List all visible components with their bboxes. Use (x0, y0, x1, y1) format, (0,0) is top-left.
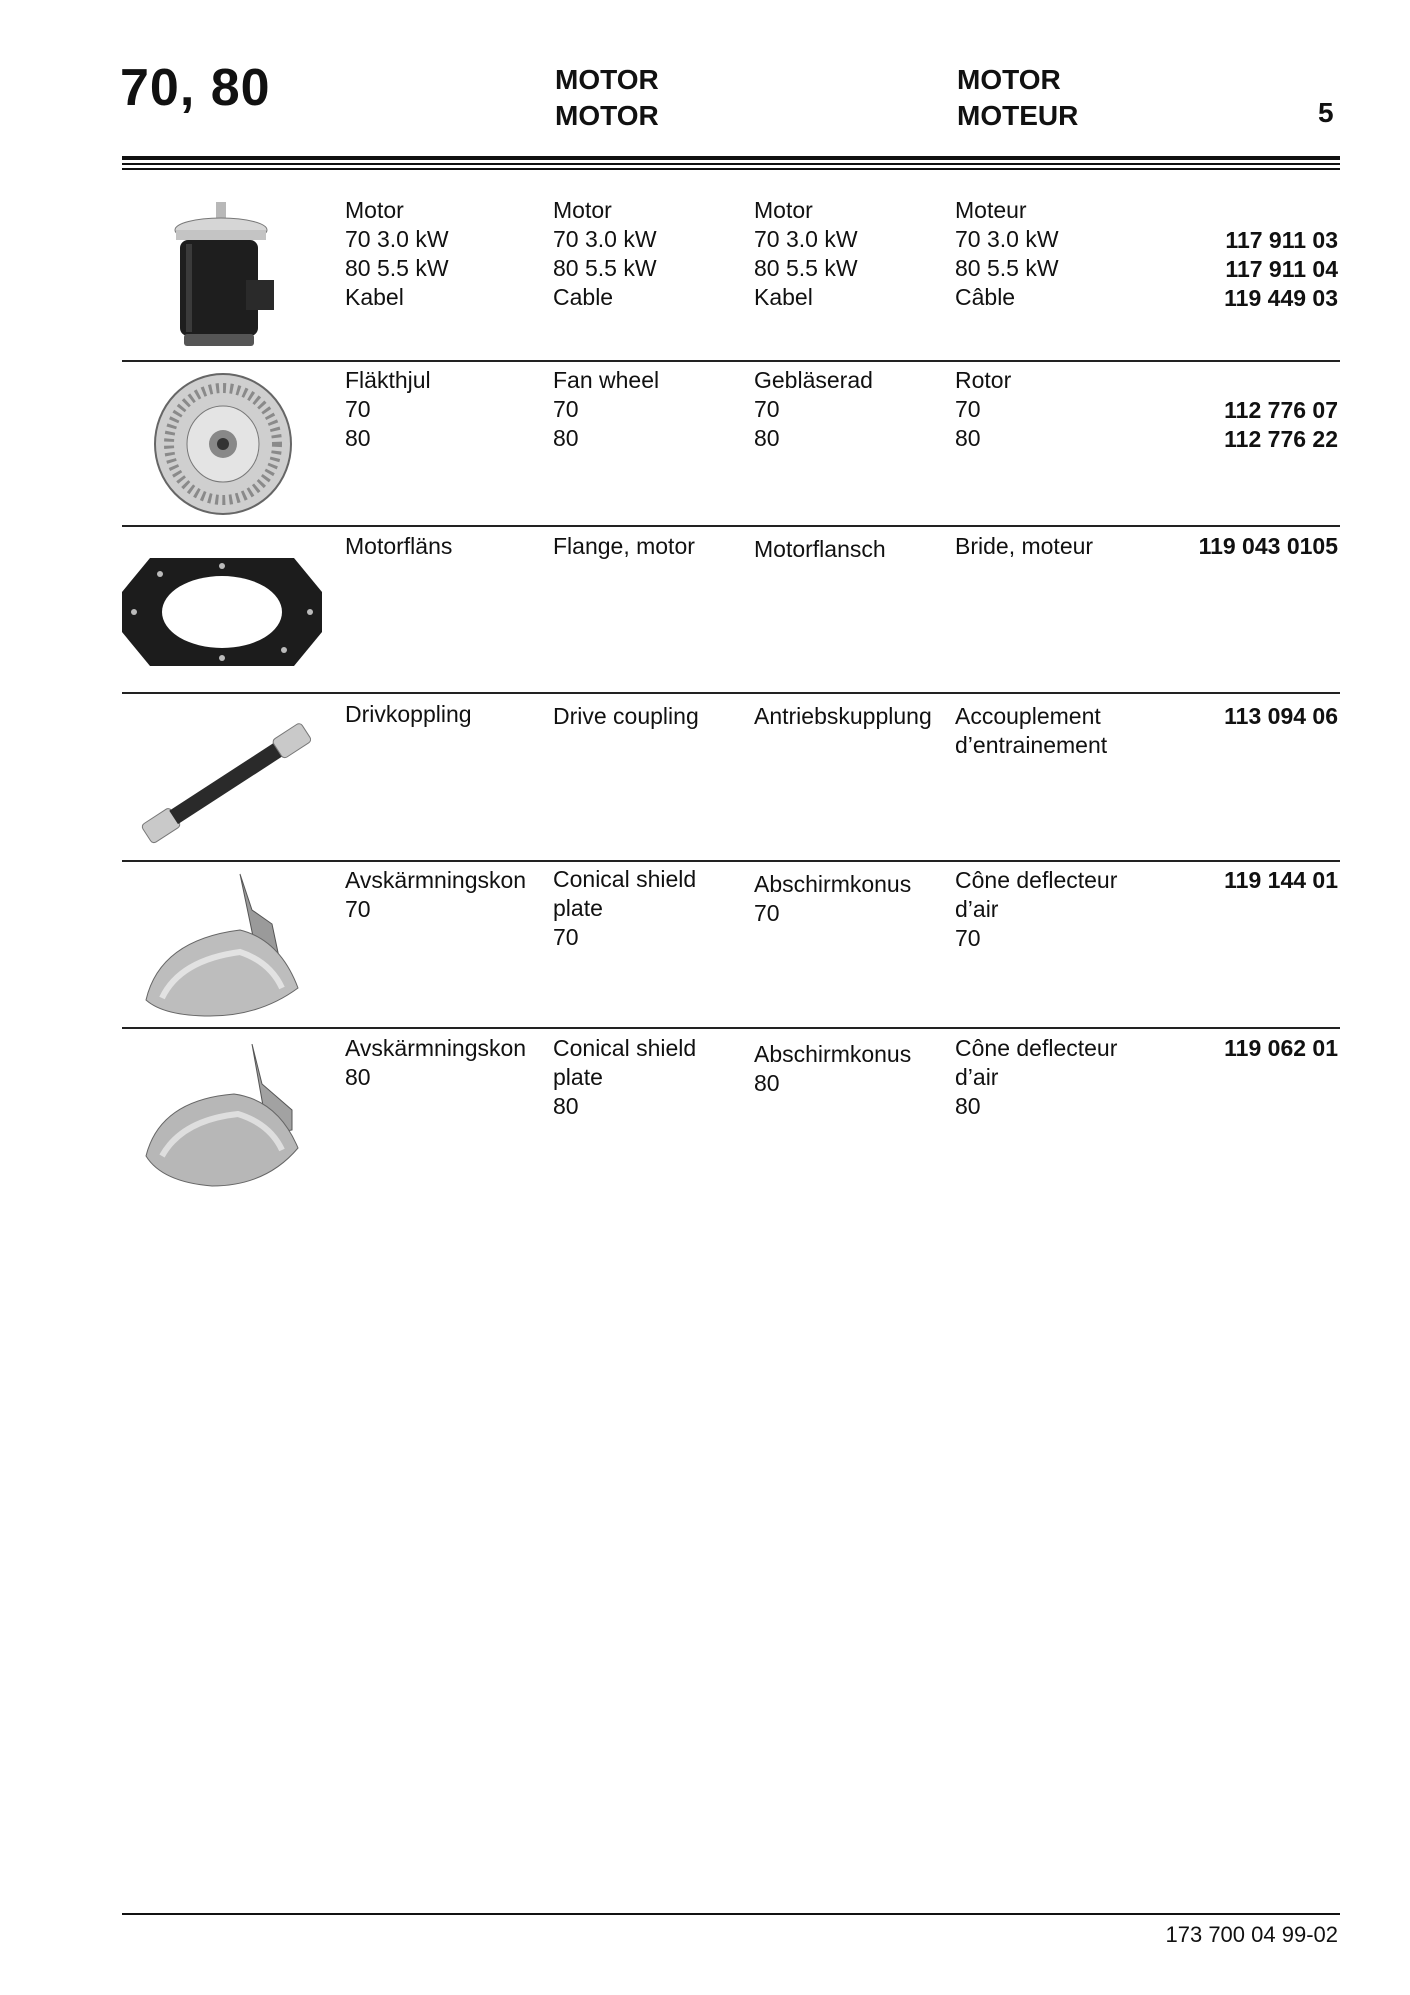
desc-en: Motor 70 3.0 kW 80 5.5 kW Cable (553, 197, 657, 310)
desc-sv: Drivkoppling (345, 701, 472, 727)
part-numbers: 119 062 01 (1224, 1035, 1338, 1061)
header-title-fr: MOTEUR (957, 100, 1079, 131)
row-divider (122, 692, 1340, 694)
desc-en: Fan wheel 70 80 (553, 367, 660, 451)
row-divider (122, 360, 1340, 362)
fan-wheel-icon (148, 369, 298, 524)
desc-de: Motor 70 3.0 kW 80 5.5 kW Kabel (754, 197, 858, 310)
desc-sv: Motor 70 3.0 kW 80 5.5 kW Kabel (345, 197, 449, 310)
desc-en: Conical shield plate 70 (553, 866, 697, 950)
desc-de: Antriebskupplung (754, 703, 932, 729)
desc-en: Conical shield plate 80 (553, 1035, 697, 1119)
header-rule (122, 156, 1340, 160)
electric-motor-icon (168, 202, 278, 357)
document-number: 173 700 04 99-02 (1165, 1922, 1338, 1947)
part-numbers: 117 911 03 117 911 04 119 449 03 (1224, 227, 1338, 311)
part-numbers: 112 776 07 112 776 22 (1224, 397, 1338, 452)
motor-flange-icon (120, 552, 324, 677)
header-titles-left (555, 62, 659, 134)
desc-fr: Accouplement d’entrainement (955, 703, 1108, 758)
model-title: 70, 80 (120, 59, 271, 117)
desc-de: Motorflansch (754, 536, 886, 562)
row-divider (122, 525, 1340, 527)
desc-de: Abschirmkonus 80 (754, 1041, 912, 1096)
header-rule-thin (122, 163, 1340, 165)
desc-sv: Motorfläns (345, 533, 453, 559)
row-divider (122, 1027, 1340, 1029)
footer-rule (122, 1913, 1340, 1915)
desc-fr: Cône deflecteur d’air 70 (955, 867, 1118, 951)
desc-de: Gebläserad 70 80 (754, 367, 873, 451)
conical-shield-plate-icon (142, 1044, 312, 1199)
page-number: 5 (1318, 97, 1334, 128)
header-title-sv: MOTOR (555, 64, 659, 95)
part-numbers: 119 144 01 (1224, 867, 1338, 893)
drive-coupling-icon (122, 714, 332, 859)
row-divider (122, 860, 1340, 862)
header-rule-thin (122, 168, 1340, 170)
desc-fr: Cône deflecteur d’air 80 (955, 1035, 1118, 1119)
conical-shield-plate-icon (140, 870, 310, 1025)
desc-sv: Avskärmningskon 70 (345, 867, 527, 922)
part-numbers: 113 094 06 (1224, 703, 1338, 729)
desc-sv: Fläkthjul 70 80 (345, 367, 431, 451)
desc-fr: Moteur 70 3.0 kW 80 5.5 kW Câble (955, 197, 1059, 310)
part-numbers: 119 043 0105 (1198, 533, 1338, 559)
desc-sv: Avskärmningskon 80 (345, 1035, 527, 1090)
header-titles-right (957, 62, 1078, 134)
desc-en: Flange, motor (553, 533, 695, 559)
header-title-en: MOTOR (555, 100, 659, 131)
desc-fr: Bride, moteur (955, 533, 1094, 559)
desc-en: Drive coupling (553, 703, 699, 729)
desc-de: Abschirmkonus 70 (754, 871, 912, 926)
desc-fr: Rotor 70 80 (955, 367, 1012, 451)
header-title-de: MOTOR (957, 64, 1061, 95)
